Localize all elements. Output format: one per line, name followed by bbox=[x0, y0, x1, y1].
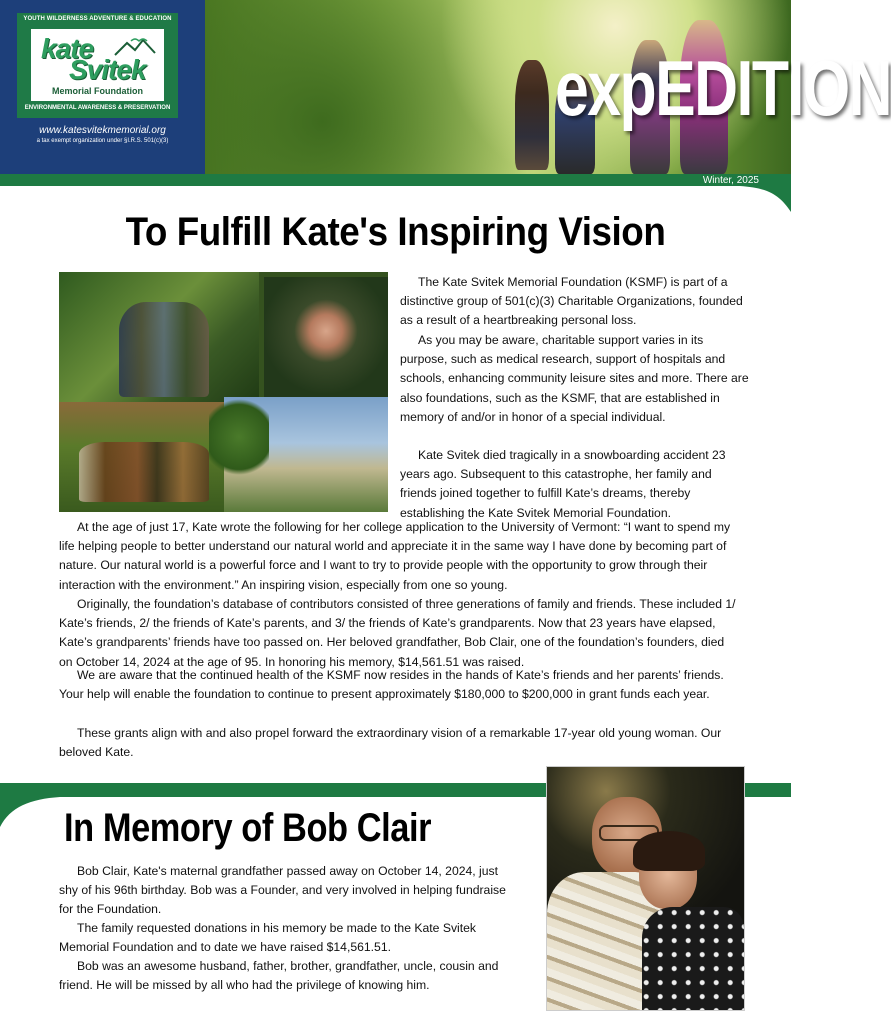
memory-paragraph: Bob Clair, Kate's maternal grandfather passed away on October 14, 2024, just shy of his 96th birthday. Bob was a Founder, and very involved in helping fundraise for the Foundation. bbox=[59, 864, 506, 917]
logo-tagline-bottom: ENVIRONMENTAL AWARENESS & PRESERVATION bbox=[24, 105, 171, 111]
logo-panel bbox=[0, 0, 205, 174]
website-link[interactable]: www.katesvitekmemorial.org bbox=[39, 125, 166, 136]
hiker-silhouettes bbox=[119, 302, 209, 397]
article-paragraph: Kate Svitek died tragically in a snowboarding accident 23 years ago. Subsequent to this catastrophe, her family and friends joined together to fulfill Kate’s dreams, thereby establishing the Kate Svitek Memorial Foundation. bbox=[400, 448, 726, 520]
memory-paragraph: Bob was an awesome husband, father, brother, grandfather, uncle, cousin and friend. He will be missed by all who had the privilege of knowing him. bbox=[59, 959, 499, 993]
tax-status-note: a tax exempt organization under §I.R.S. 501(c)(3) bbox=[36, 138, 169, 144]
newsletter-title: expEDITION bbox=[555, 44, 891, 132]
newsletter-header bbox=[0, 0, 891, 186]
logo-memorial-text: Memorial Foundation bbox=[52, 86, 143, 96]
header-green-band bbox=[0, 174, 791, 186]
memory-title: In Memory of Bob Clair bbox=[64, 806, 432, 850]
article-paragraph: The Kate Svitek Memorial Foundation (KSMF) is part of a distinctive group of 501(c)(3) Charitable Organizations, founded as a result of a heartbreaking personal loss. bbox=[400, 275, 743, 328]
logo-svitek-text: Svitek bbox=[69, 54, 146, 85]
kate-portrait-photo bbox=[264, 277, 388, 397]
article-paragraph: We are aware that the continued health of the KSMF now resides in the hands of Kate’s friends and her parents’ friends. Your help will enable the foundation to continue to present approximately $180,000 to $200,000 in grant funds each year. bbox=[59, 668, 724, 702]
logo-wordmark bbox=[31, 29, 164, 101]
memory-paragraph: The family requested donations in his memory be made to the Kate Svitek Memorial Foundation and to date we have raised $14,561.51. bbox=[59, 921, 477, 955]
kate-hair bbox=[633, 831, 705, 871]
tree-overlay bbox=[209, 392, 269, 482]
banner-hikers-photo bbox=[205, 0, 891, 174]
hiker-figure bbox=[515, 60, 549, 170]
logo-kate-text: kate bbox=[41, 33, 94, 64]
photo-collage bbox=[59, 272, 388, 512]
foundation-logo bbox=[17, 13, 178, 118]
issue-season: Winter, 2025 bbox=[702, 175, 759, 186]
article-title: To Fulfill Kate's Inspiring Vision bbox=[125, 210, 666, 254]
bob-and-kate-photo bbox=[546, 766, 745, 1011]
article-paragraph: These grants align with and also propel forward the extraordinary vision of a remarkable 17-year old young woman. Our beloved Kate. bbox=[59, 726, 722, 760]
article-paragraph: At the age of just 17, Kate wrote the following for her college application to the University of Vermont: “I want to spend my life helping people to better understand our natural world and appreciate it in the same way I have done by becoming part of nature. Our natural world is a powerful force and I want to try to provide people with the opportunity to grow through their interaction with the environment.” An inspiring vision, especially from one so young. bbox=[59, 520, 731, 592]
horses-riders bbox=[79, 442, 209, 502]
kate-top bbox=[642, 907, 744, 1010]
logo-tagline-top: YOUTH WILDERNESS ADVENTURE & EDUCATION bbox=[23, 16, 172, 22]
article-paragraph: As you may be aware, charitable support varies in its purpose, such as medical research, support of hospitals and schools, enhancing community leisure sites and more. There are also foundations, such as the KSMF, that are established in memory of and/or in honor of a special individual. bbox=[400, 333, 749, 424]
article-paragraph: Originally, the foundation’s database of contributors consisted of three generations of family and friends. These included 1/ Kate’s friends, 2/ the friends of Kate’s parents, and 3/ the friends of Kate’s grandparents. Now that 23 years have elapsed, Kate’s grandparents’ friends have too passed on. Her beloved grandfather, Bob Clair, one of the foundation’s founders, died on October 14, 2024 at the age of 95. In honoring his memory, $14,561.51 was raised. bbox=[59, 597, 736, 669]
